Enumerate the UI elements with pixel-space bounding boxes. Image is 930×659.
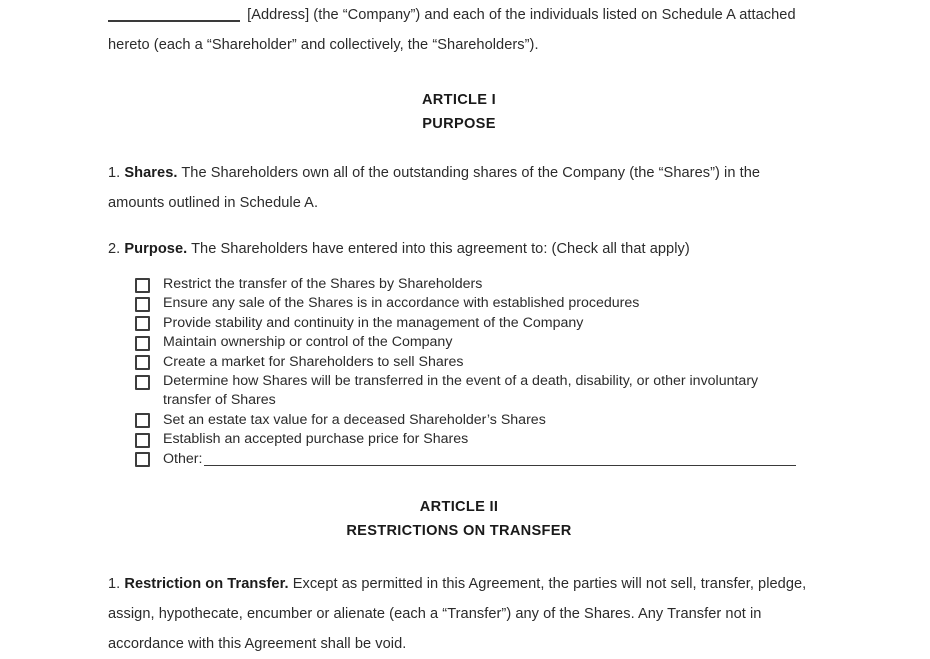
- clause-shares: [108, 158, 810, 218]
- article-2-subtitle: RESTRICTIONS ON TRANSFER: [346, 523, 572, 540]
- clause-shares-text: The Shareholders own all of the outstanding shares of the Company (the “Shares”) in the amounts outlined in Schedule A.: [108, 165, 761, 211]
- spacer-before-checklist: [108, 264, 810, 275]
- list-item[interactable]: [108, 333, 810, 352]
- clause-restriction-text: Except as permitted in this Agreement, the parties will not sell, transfer, pledge, assign, hypothecate, encumber or alienate (each a “Transfer”) any of the Shares. Any Transfer not in accordance with this Agreement shall be void.: [108, 576, 807, 653]
- clause-purpose-text: The Shareholders have entered into this agreement to: (Check all that apply): [191, 241, 690, 257]
- list-item[interactable]: [108, 275, 810, 294]
- list-item-other-label: Other:: [163, 450, 203, 467]
- list-item-label: Maintain ownership or control of the Company: [163, 334, 453, 351]
- clause-shares-number: 1.: [108, 165, 121, 181]
- clause-restriction-number: 1.: [108, 576, 121, 593]
- checkbox-icon[interactable]: [135, 297, 150, 312]
- intro-line-2: hereto (each a “Shareholder” and collectively, the “Shareholders”).: [108, 37, 539, 53]
- spacer-between-clauses: [108, 218, 810, 234]
- clause-purpose-number: 2.: [108, 241, 121, 257]
- spacer-after-article-2-heading: [108, 543, 810, 569]
- checkbox-icon[interactable]: [135, 413, 150, 428]
- clause-purpose: [108, 234, 810, 264]
- list-item-label: Establish an accepted purchase price for Shares: [163, 431, 469, 448]
- spacer-before-article-1: [108, 60, 810, 88]
- list-item-other[interactable]: [108, 450, 810, 469]
- list-item[interactable]: [108, 353, 810, 372]
- clause-restriction-on-transfer: [108, 569, 810, 659]
- list-item[interactable]: [108, 430, 810, 449]
- company-address-blank[interactable]: [108, 20, 240, 22]
- checkbox-icon[interactable]: [135, 433, 150, 448]
- list-item[interactable]: [108, 294, 810, 313]
- list-item[interactable]: [108, 411, 810, 430]
- clause-restriction-label: Restriction on Transfer.: [124, 576, 289, 593]
- intro-line-1: [Address] (the “Company”) and each of the individuals listed on Schedule A attached: [243, 7, 796, 23]
- checkbox-icon[interactable]: [135, 316, 150, 331]
- list-item-label: Ensure any sale of the Shares is in accordance with established procedures: [163, 295, 640, 312]
- spacer-before-article-2: [108, 469, 810, 495]
- article-1-subtitle: PURPOSE: [422, 116, 496, 132]
- checkbox-icon[interactable]: [135, 336, 150, 351]
- checkbox-icon[interactable]: [135, 375, 150, 390]
- clause-purpose-label: Purpose.: [124, 241, 188, 257]
- list-item[interactable]: [108, 314, 810, 333]
- list-item[interactable]: [108, 372, 810, 411]
- checkbox-icon[interactable]: [135, 452, 150, 467]
- clause-shares-label: Shares.: [124, 165, 178, 181]
- article-1-title: ARTICLE I: [421, 92, 497, 108]
- list-item-other-wrapper: [163, 450, 810, 469]
- checkbox-icon[interactable]: [135, 278, 150, 293]
- document-body: [108, 0, 810, 659]
- list-item-label: Determine how Shares will be transferred in the event of a death, disability, or other involuntary transfer of Shares: [163, 373, 759, 409]
- intro-paragraph: [108, 0, 810, 60]
- list-item-label: Restrict the transfer of the Shares by Shareholders: [163, 276, 483, 292]
- list-item-label: Set an estate tax value for a deceased Shareholder’s Shares: [163, 411, 546, 428]
- list-item-label: Provide stability and continuity in the management of the Company: [163, 314, 584, 331]
- spacer-after-article-1-heading: [108, 136, 810, 158]
- article-2-title: ARTICLE II: [419, 499, 499, 516]
- purpose-checklist: [108, 275, 810, 469]
- other-text-input[interactable]: [204, 465, 796, 466]
- checkbox-icon[interactable]: [135, 355, 150, 370]
- list-item-label: Create a market for Shareholders to sell Shares: [163, 353, 464, 370]
